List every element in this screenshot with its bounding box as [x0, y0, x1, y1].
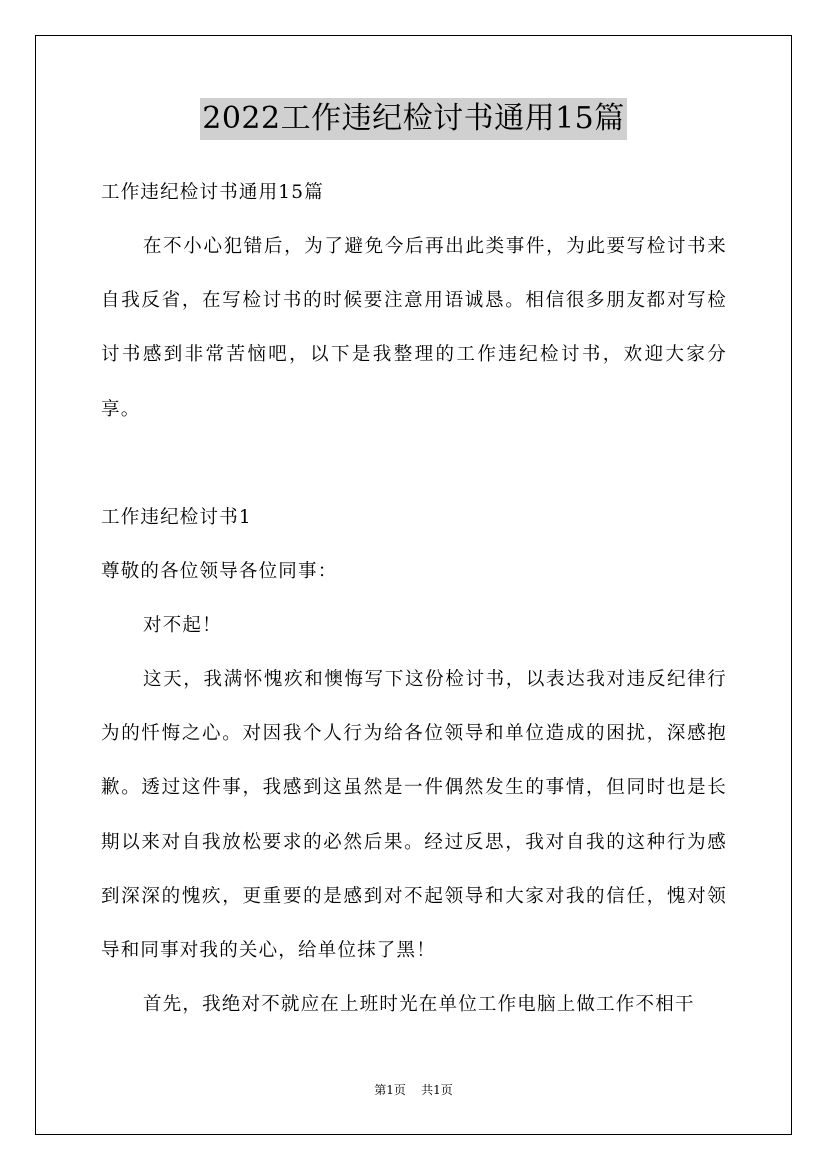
subtitle: 工作违纪检讨书通用15篇: [101, 182, 324, 203]
document-title: 2022工作违纪检讨书通用15篇: [200, 98, 627, 140]
page-footer: [0, 1082, 827, 1098]
section-heading: 工作违纪检讨书1: [101, 507, 252, 528]
page-number: 第1页: [374, 1083, 406, 1097]
apology-line: 对不起！: [143, 615, 222, 636]
salutation: 尊敬的各位领导各位同事：: [101, 561, 338, 582]
page-total: 共1页: [421, 1083, 453, 1097]
intro-paragraph: 在不小心犯错后，为了避免今后再出此类事件，为此要写检讨书来自我反省，在写检讨书的时候要注意用语诚恳。相信很多朋友都对写检讨书感到非常苦恼吧，以下是我整理的工作违纪检讨书，欢迎大家分享。: [101, 236, 727, 420]
body-paragraph-2: 首先，我绝对不就应在上班时光在单位工作电脑上做工作不相干: [143, 994, 695, 1015]
body-paragraph-1: 这天，我满怀愧疚和懊悔写下这份检讨书，以表达我对违反纪律行为的忏悔之心。对因我个人行为给各位领导和单位造成的困扰，深感抱歉。透过这件事，我感到这虽然是一件偶然发生的事情，但同时也是长期以来对自我放松要求的必然后果。经过反思，我对自我的这种行为感到深深的愧疚，更重要的是感到对不起领导和大家对我的信任，愧对领导和同事对我的关心，给单位抹了黑！: [101, 669, 727, 962]
title-container: [0, 98, 827, 140]
